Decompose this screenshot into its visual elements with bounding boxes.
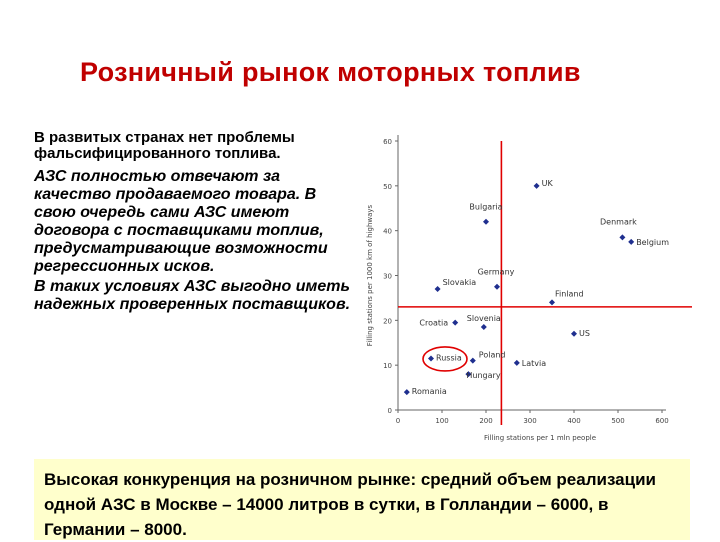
bottom-note (34, 459, 690, 540)
y-tick-label: 0 (387, 407, 392, 415)
slide-title: Розничный рынок моторных топлив (80, 57, 581, 87)
text-paragraph-3: В таких условиях АЗС выгодно иметь надежных проверенных поставщиков. (34, 278, 351, 313)
text-paragraph-2: АЗС полностью отвечают за качество продаваемого товара. В свою очередь сами АЗС имеют договора с поставщиками топлив, предусматривающие возможности регрессионных исков. (34, 168, 328, 275)
scatter-chart-svg (360, 125, 710, 460)
x-tick-label: 400 (567, 417, 581, 425)
left-text-column (34, 130, 354, 316)
data-points (404, 179, 669, 396)
data-point-latvia (514, 360, 520, 366)
data-label-slovenia: Slovenia (466, 314, 501, 324)
data-label-denmark: Denmark (600, 217, 637, 227)
data-label-slovakia: Slovakia (442, 277, 477, 287)
y-tick-label: 60 (383, 138, 392, 146)
y-tick-label: 30 (383, 272, 392, 281)
data-label-uk: UK (541, 178, 553, 188)
x-tick-label: 500 (611, 417, 625, 425)
data-point-bulgaria (483, 219, 489, 225)
text-paragraph-1: В развитых странах нет проблемы фальсифицированного топлива. (34, 129, 295, 162)
chart-axes (383, 135, 669, 425)
x-tick-label: 200 (479, 417, 493, 425)
data-point-poland (470, 358, 476, 364)
x-tick-label: 100 (435, 417, 449, 425)
data-label-bulgaria: Bulgaria (469, 202, 503, 212)
data-point-slovakia (435, 286, 441, 292)
data-point-russia (428, 355, 434, 361)
scatter-chart (360, 125, 710, 460)
x-axis-label: Filling stations per 1 mln people (483, 434, 597, 442)
data-point-finland (549, 299, 555, 305)
data-label-hungary: Hungary (466, 371, 501, 381)
x-tick-label: 600 (655, 417, 669, 425)
data-label-romania: Romania (411, 387, 447, 397)
data-point-slovenia (481, 324, 487, 330)
data-point-romania (404, 389, 410, 395)
data-label-us: US (579, 328, 590, 338)
y-tick-label: 20 (383, 317, 392, 326)
y-tick-label: 50 (383, 182, 392, 191)
y-tick-label: 10 (383, 362, 392, 371)
y-tick-label: 40 (383, 227, 392, 236)
x-tick-label: 300 (523, 417, 537, 425)
data-label-russia: Russia (436, 353, 462, 363)
y-axis-label: Filling stations per 1000 km of highways (366, 204, 374, 347)
bottom-note-text: Высокая конкуренция на розничном рынке: средний объем реализации одной АЗС в Москве – 14000 литров в сутки, в Голландии – 6000, в Германии – 8000. (44, 470, 656, 539)
data-label-germany: Germany (477, 267, 515, 277)
data-point-germany (494, 284, 500, 290)
data-point-croatia (452, 320, 458, 326)
data-point-us (571, 331, 577, 337)
data-label-latvia: Latvia (521, 358, 547, 368)
data-label-poland: Poland (478, 350, 506, 360)
data-label-belgium: Belgium (636, 237, 669, 247)
data-label-croatia: Croatia (419, 318, 449, 328)
data-point-denmark (619, 234, 625, 240)
data-point-uk (534, 183, 540, 189)
x-tick-label: 0 (395, 417, 401, 425)
data-label-finland: Finland (555, 289, 584, 299)
data-point-belgium (628, 239, 634, 245)
